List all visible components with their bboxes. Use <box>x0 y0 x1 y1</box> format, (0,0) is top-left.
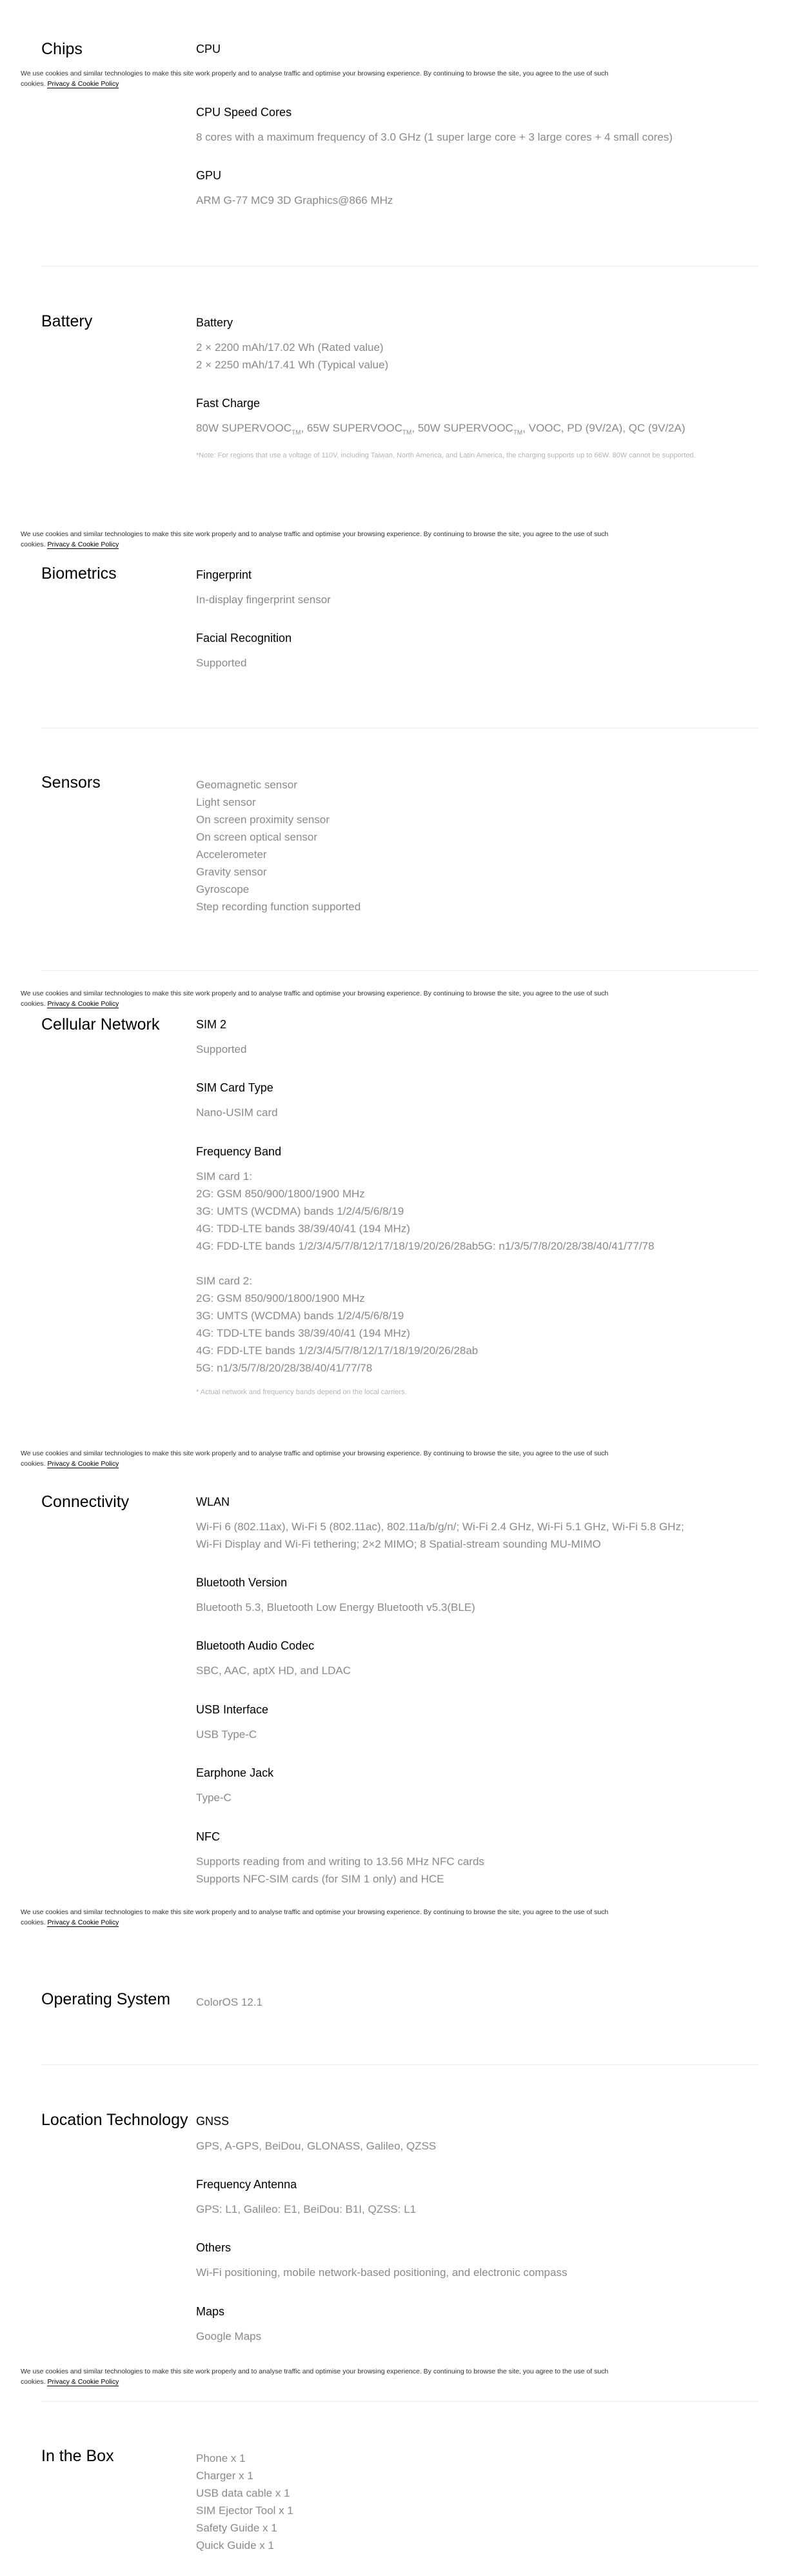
value-line: 2 × 2200 mAh/17.02 Wh (Rated value) <box>196 341 384 354</box>
value-line: SIM Ejector Tool x 1 <box>196 2504 293 2517</box>
value-part: , VOOC, PD (9V/2A), QC (9V/2A) <box>522 422 686 434</box>
spec-label: Fingerprint <box>196 568 252 581</box>
spec-note: * Actual network and frequency bands depend on the local carriers. <box>196 1388 407 1396</box>
spec-value <box>196 776 757 915</box>
spec-label: CPU Speed Cores <box>196 106 292 119</box>
spec-value <box>196 1168 757 1377</box>
spec-value: GPS, A-GPS, BeiDou, GLONASS, Galileo, QZSS <box>196 2140 437 2152</box>
value-line: Supports NFC-SIM cards (for SIM 1 only) and HCE <box>196 1873 444 1885</box>
spec-usb <box>196 1703 757 1743</box>
spec-facial <box>196 632 757 672</box>
value-part: 80W SUPERVOOC <box>196 422 292 434</box>
spec-sim2 <box>196 1018 757 1058</box>
spec-sensors <box>196 776 757 915</box>
spec-value: USB Type-C <box>196 1728 257 1741</box>
value-line: Gyroscope <box>196 883 250 895</box>
spec-value: GPS: L1, Galileo: E1, BeiDou: B1I, QZSS: L1 <box>196 2203 417 2215</box>
spec-value: SBC, AAC, aptX HD, and LDAC <box>196 1664 351 1677</box>
spec-label: Earphone Jack <box>196 1766 274 1779</box>
spec-gnss <box>196 2115 757 2155</box>
value-line: Geomagnetic sensor <box>196 779 297 791</box>
spec-label: GNSS <box>196 2115 230 2128</box>
value-line: SIM card 1: <box>196 1170 252 1183</box>
cookie-banner <box>21 1448 614 1469</box>
spec-maps <box>196 2305 757 2345</box>
section-title: Connectivity <box>41 1493 130 1511</box>
spec-value: Supported <box>196 1043 247 1055</box>
cookie-text: We use cookies and similar technologies to make this site work properly and to analyse traffic and optimise your browsing experience. By continuing to browse the site, you agree to the use of such cookies. <box>21 70 609 88</box>
spec-label: USB Interface <box>196 1703 269 1716</box>
cookie-banner <box>21 2366 614 2387</box>
cookie-banner <box>21 1907 614 1928</box>
value-line: Supports reading from and writing to 13.56 MHz NFC cards <box>196 1855 484 1868</box>
cookie-text: We use cookies and similar technologies to make this site work properly and to analyse traffic and optimise your browsing experience. By continuing to browse the site, you agree to the use of such cookies. <box>21 990 609 1008</box>
cookie-banner <box>21 529 614 550</box>
value-line: Step recording function supported <box>196 901 361 913</box>
spec-label: Frequency Antenna <box>196 2178 297 2191</box>
cookie-policy-link[interactable]: Privacy & Cookie Policy <box>47 541 119 548</box>
spec-sim-type <box>196 1081 757 1121</box>
spec-label: NFC <box>196 1830 220 1843</box>
spec-value <box>196 419 757 441</box>
section-title: Sensors <box>41 774 101 792</box>
spec-fingerprint <box>196 568 757 608</box>
value-line: 4G: TDD-LTE bands 38/39/40/41 (194 MHz) <box>196 1327 410 1339</box>
spec-label: WLAN <box>196 1495 230 1508</box>
spec-box-contents <box>196 2450 757 2554</box>
spec-frequency-band <box>196 1145 757 1398</box>
value-line: 2 × 2250 mAh/17.41 Wh (Typical value) <box>196 359 389 371</box>
spec-label: Others <box>196 2241 232 2254</box>
spec-value: Nano-USIM card <box>196 1106 278 1119</box>
spec-value <box>196 2450 757 2554</box>
spec-label: SIM 2 <box>196 1018 227 1031</box>
cookie-policy-link[interactable]: Privacy & Cookie Policy <box>47 2378 119 2386</box>
value-line: Gravity sensor <box>196 866 267 878</box>
spec-value: Google Maps <box>196 2330 262 2342</box>
spec-cpu <box>196 43 757 65</box>
spec-battery <box>196 316 757 374</box>
value-line: Light sensor <box>196 796 256 808</box>
value-line: On screen proximity sensor <box>196 814 330 826</box>
spec-value <box>196 1853 757 1888</box>
spec-os <box>196 1993 757 2011</box>
trademark-sub: TM <box>402 429 412 437</box>
value-line: Phone x 1 <box>196 2452 246 2464</box>
section-title: Location Technology <box>41 2111 188 2129</box>
value-line: 3G: UMTS (WCDMA) bands 1/2/4/5/6/8/19 <box>196 1310 404 1322</box>
spec-bluetooth <box>196 1576 757 1616</box>
section-title: Biometrics <box>41 564 117 583</box>
spec-bt-codec <box>196 1639 757 1679</box>
spec-value: Wi-Fi positioning, mobile network-based positioning, and electronic compass <box>196 2266 568 2279</box>
value-line: 4G: TDD-LTE bands 38/39/40/41 (194 MHz) <box>196 1223 410 1235</box>
spec-value <box>196 1518 757 1553</box>
spec-label: Bluetooth Version <box>196 1576 288 1589</box>
spec-value <box>196 339 757 374</box>
value-line: SIM card 2: <box>196 1275 252 1287</box>
spec-value: In-display fingerprint sensor <box>196 594 331 606</box>
spec-others <box>196 2241 757 2281</box>
spec-value: ARM G-77 MC9 3D Graphics@866 MHz <box>196 194 393 206</box>
spec-fast-charge <box>196 397 757 461</box>
value-line: 4G: FDD-LTE bands 1/2/3/4/5/7/8/12/17/18/19/20/26/28ab <box>196 1344 479 1357</box>
spec-nfc <box>196 1830 757 1888</box>
spec-label: GPU <box>196 169 222 182</box>
value-line: Charger x 1 <box>196 2470 253 2482</box>
section-title: Battery <box>41 312 93 330</box>
spec-value: Type-C <box>196 1792 232 1804</box>
spacer <box>196 1255 757 1272</box>
spec-value: ColorOS 12.1 <box>196 1996 262 2008</box>
spec-label: CPU <box>196 43 221 55</box>
cookie-text: We use cookies and similar technologies to make this site work properly and to analyse traffic and optimise your browsing experience. By continuing to browse the site, you agree to the use of such cookies. <box>21 1908 609 1926</box>
cookie-banner <box>21 988 614 1009</box>
spec-cpu-speed <box>196 106 757 146</box>
cookie-policy-link[interactable]: Privacy & Cookie Policy <box>47 1919 119 1926</box>
spec-wlan <box>196 1495 757 1553</box>
cookie-text: We use cookies and similar technologies to make this site work properly and to analyse traffic and optimise your browsing experience. By continuing to browse the site, you agree to the use of such cookies. <box>21 2368 609 2386</box>
section-title: Operating System <box>41 1990 171 2008</box>
section-title: Cellular Network <box>41 1015 160 1033</box>
value-line: Accelerometer <box>196 848 267 861</box>
section-title: Chips <box>41 40 83 58</box>
divider <box>41 2401 758 2402</box>
value-line: 3G: UMTS (WCDMA) bands 1/2/4/5/6/8/19 <box>196 1205 404 1217</box>
cookie-text: We use cookies and similar technologies to make this site work properly and to analyse traffic and optimise your browsing experience. By continuing to browse the site, you agree to the use of such cookies. <box>21 530 609 548</box>
spec-value: Supported <box>196 657 247 669</box>
spec-label: Facial Recognition <box>196 632 292 644</box>
value-line: Wi-Fi Display and Wi-Fi tethering; 2×2 MIMO; 8 Spatial-stream sounding MU-MIMO <box>196 1538 601 1550</box>
value-line: USB data cable x 1 <box>196 2487 290 2499</box>
cookie-text: We use cookies and similar technologies to make this site work properly and to analyse traffic and optimise your browsing experience. By continuing to browse the site, you agree to the use of such cookies. <box>21 1450 609 1468</box>
spec-note: *Note: For regions that use a voltage of 110V, including Taiwan, North America, and Latin America, the charging supports up to 66W. 80W cannot be supported. <box>196 452 696 460</box>
spec-label: SIM Card Type <box>196 1081 273 1094</box>
value-line: 2G: GSM 850/900/1800/1900 MHz <box>196 1292 365 1304</box>
cookie-policy-link[interactable]: Privacy & Cookie Policy <box>47 80 119 88</box>
divider <box>41 2064 758 2065</box>
value-line: 5G: n1/3/5/7/8/20/28/38/40/41/77/78 <box>196 1362 373 1374</box>
section-title: In the Box <box>41 2447 114 2465</box>
spec-earphone <box>196 1766 757 1806</box>
trademark-sub: TM <box>292 429 301 437</box>
cookie-banner <box>21 68 614 89</box>
spec-label: Bluetooth Audio Codec <box>196 1639 315 1652</box>
spec-frequency-antenna <box>196 2178 757 2218</box>
cookie-policy-link[interactable]: Privacy & Cookie Policy <box>47 1460 119 1468</box>
value-line: Safety Guide x 1 <box>196 2522 277 2534</box>
value-line: On screen optical sensor <box>196 831 318 843</box>
cookie-policy-link[interactable]: Privacy & Cookie Policy <box>47 1000 119 1008</box>
spec-label: Fast Charge <box>196 397 261 410</box>
spec-label: Maps <box>196 2305 225 2318</box>
spec-value: Bluetooth 5.3, Bluetooth Low Energy Bluetooth v5.3(BLE) <box>196 1601 475 1613</box>
spec-label: Battery <box>196 316 233 329</box>
value-line: 2G: GSM 850/900/1800/1900 MHz <box>196 1188 365 1200</box>
value-line: 4G: FDD-LTE bands 1/2/3/4/5/7/8/12/17/18/19/20/26/28ab5G: n1/3/5/7/8/20/28/38/40/41/77/78 <box>196 1240 655 1252</box>
value-line: Quick Guide x 1 <box>196 2539 274 2551</box>
spec-label: Frequency Band <box>196 1145 282 1158</box>
value-line: Wi-Fi 6 (802.11ax), Wi-Fi 5 (802.11ac), 802.11a/b/g/n/; Wi-Fi 2.4 GHz, Wi-Fi 5.1 GHz, Wi-Fi 5.8 GHz; <box>196 1521 684 1533</box>
value-part: , 50W SUPERVOOC <box>411 422 513 434</box>
value-part: , 65W SUPERVOOC <box>301 422 402 434</box>
divider <box>41 970 758 971</box>
trademark-sub: TM <box>513 429 523 437</box>
spec-gpu <box>196 169 757 209</box>
spec-value: 8 cores with a maximum frequency of 3.0 GHz (1 super large core + 3 large cores + 4 small cores) <box>196 131 673 143</box>
